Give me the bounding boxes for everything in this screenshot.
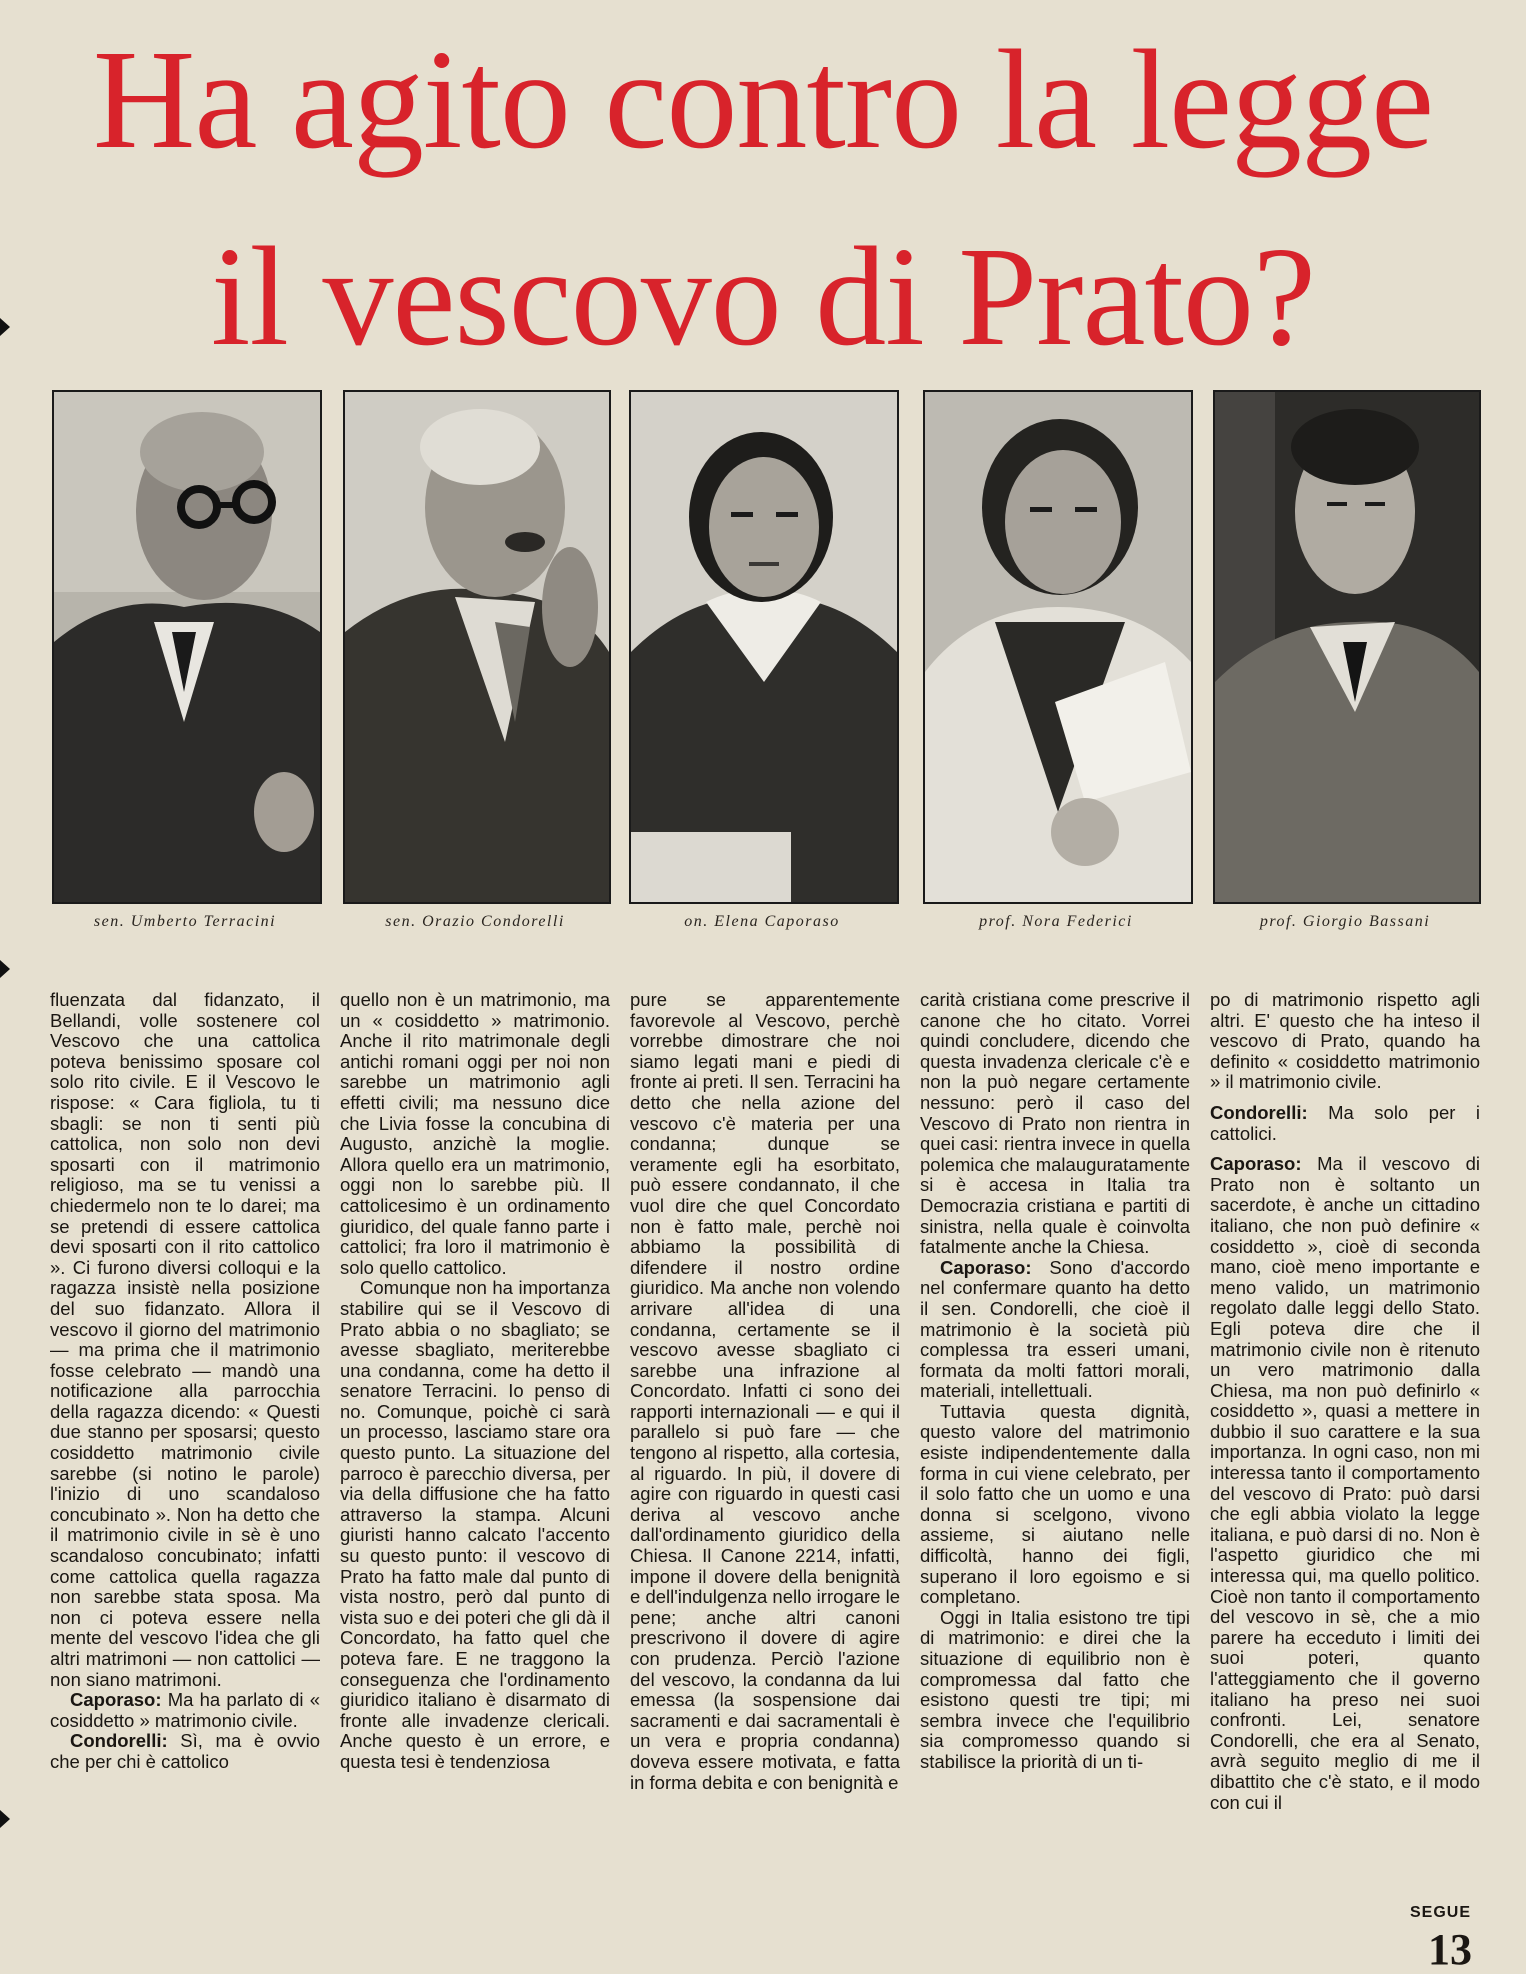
speaker-name: Caporaso: <box>1210 1153 1302 1175</box>
portrait-photo-terracini <box>52 390 322 904</box>
paragraph: carità cristiana come prescrive il canone che ho citato. Vorrei quindi concludere, dicendo che questa invadenza clericale c'è e non la può negare certamente nessuno: però il caso del Vescovo di Prato non rientra in quei casi: rientra invece in quella polemica che malauguratamente si è accesa in Italia tra Democrazia cristiana e partiti di sinistra, nella quale è coinvolta fatalmente anche la Chiesa. <box>920 989 1190 1258</box>
paragraph: Tuttavia questa dignità, questo valore del matrimonio esiste indipendentemente dalla forma in cui viene celebrato, per il solo fatto che un uomo e una donna si scelgono, vivono assieme, si aiutano nelle difficoltà, hanno dei figli, superano il loro egoismo e si completano. <box>920 1400 1190 1608</box>
photo-caption: sen. Orazio Condorelli <box>385 913 565 930</box>
paragraph: po di matrimonio rispetto agli altri. E' questo che ha inteso il vescovo di Prato, quando ha definito « cosiddetto matrimonio » il matrimonio civile. <box>1210 989 1480 1093</box>
portrait-photo-caporaso <box>629 390 899 904</box>
paragraph: Condorelli: Sì, ma è ovvio che per chi è cattolico <box>50 1730 320 1772</box>
speaker-name: Caporaso: <box>940 1256 1032 1278</box>
paragraph: Comunque non ha importanza stabilire qui se il Vescovo di Prato abbia o no sbagliato; se avesse sbagliato, meriterebbe una condanna, come ha detto il senatore Terracini. Io penso di no. Comunque, poichè ci sarà un processo, lasciamo stare ora questo punto. La situazione del parroco è parecchio diversa, per via della diffusione che ha fatto attraverso la stampa. Alcuni giuristi hanno calcato l'accento su questo punto: il vescovo di Prato ha fatto male dal punto di vista nostro, però dal punto di vista suo e dei poteri che gli dà il Concordato, ha fatto quel che poteva fare. E ne traggono la conseguenza che l'ordinamento giuridico italiano è disarmato di fronte alle invadenze clericali. Anche questo è un errore, e questa tesi è tendenziosa <box>340 1277 610 1772</box>
paragraph: Oggi in Italia esistono tre tipi di matrimonio: e direi che la situazione di equilibrio non è compromessa dal fatto che esistono questi tre tipi; mi sembra invece che l'equilibrio sia compromesso quando si stabilisce la priorità di un ti- <box>920 1606 1190 1772</box>
speaker-name: Caporaso: <box>70 1689 162 1711</box>
paragraph: fluenzata dal fidanzato, il Bellandi, volle sostenere col Vescovo che una cattolica poteva benissimo sposare col solo rito civile. E il Vescovo le rispose: « Cara figliola, tu ti sbagli: se non ti senti più cattolica, non solo non devi sposarti con il matrimonio religioso, ma se tu venissi a chiedermelo non te lo darei; ma se pretendi di essere cattolica devi sposarti con il rito cattolico ». Ci furono diversi colloqui e la ragazza insistè nella posizione del suo fidanzato. Allora il vescovo il giorno del matrimonio — ma prima che il matrimonio fosse celebrato — mandò una notificazione alla parrocchia della ragazza dicendo: « Questi due stanno per sposarsi; questo cosiddetto matrimonio civile sarebbe (si notino le parole) l'inizio di uno scandaloso concubinato ». Non ha detto che il matrimonio civile in sè è uno scandaloso concubinato; infatti come cattolica quella ragazza non sarebbe stata sposa. Ma non ci poteva essere nella mente del vescovo l'idea che gli altri matrimoni — non cattolici — non siano matrimoni. <box>50 989 320 1690</box>
photo-caption: sen. Umberto Terracini <box>93 913 277 930</box>
article-column-3 <box>630 990 900 1793</box>
paragraph: pure se apparentemente favorevole al Vescovo, perchè vorrebbe dimostrare che noi siamo legati mani e piedi di fronte ai preti. Il sen. Terracini ha detto che nella azione del vescovo c'è materia per una condanna; dunque se veramente egli ha esorbitato, può essere condannato, il che vuol dire che quel Concordato non è fatto male, perchè noi abbiamo la possibilità di difendere il nostro ordine giuridico. Ma anche non volendo arrivare all'idea di una condanna, certamente se il vescovo avesse sbagliato ci sarebbe una infrazione al Concordato. Infatti ci sono dei rapporti internazionali — e qui il parallelo si può fare — che tengono al rispetto, alla cortesia, al riguardo. In più, il dovere di agire con riguardo in questi casi deriva al vescovo anche dall'ordinamento giuridico della Chiesa. Il Canone 2214, infatti, impone il dovere della benignità e dell'indulgenza nello irrogare le pene; anche altri canoni prescrivono il dovere di agire con prudenza. Perciò l'azione del vescovo, la condanna da lui emessa (la sospensione dai sacramenti e dai sacramentali è un vera e propria condanna) doveva essere motivata, e fatta in forma debita e con benignità e <box>630 989 900 1793</box>
speaker-name: Condorelli: <box>1210 1101 1308 1123</box>
photo-caption: on. Elena Caporaso <box>684 913 840 930</box>
binding-hole-mark <box>0 960 10 978</box>
article-column-4 <box>920 990 1190 1773</box>
binding-hole-mark <box>0 1810 10 1828</box>
continued-label: SEGUE <box>1410 1904 1472 1921</box>
paragraph: Caporaso: Ma ha parlato di « cosiddetto » matrimonio civile. <box>50 1689 321 1731</box>
paragraph: Caporaso: Sono d'accordo nel confermare quanto ha detto il sen. Condorelli, che cioè il matrimonio è la società più complessa tra esseri umani, formata da molti fattori morali, materiali, intellettuali. <box>920 1256 1190 1402</box>
headline-line-2: il vescovo di Prato? <box>211 217 1315 375</box>
portrait-photo-condorelli <box>343 390 611 904</box>
article-column-5 <box>1210 990 1480 1813</box>
article-column-2 <box>340 990 610 1773</box>
paragraph: Caporaso: Ma il vescovo di Prato non è soltanto un sacerdote, è anche un cittadino italiano, che non può definire « cosiddetto », cioè di seconda mano, cioè meno importante e meno valido, un matrimonio regolato dalle leggi dello Stato. Egli poteva dire che il matrimonio civile non è ritenuto un vero matrimonio dalla Chiesa, ma non può definirlo « cosiddetto », quasi a mettere in dubbio il suo carattere e la sua importanza. In ogni caso, non mi interessa tanto il comportamento del vescovo di Prato: può darsi che egli abbia violato la legge italiana, e può darsi di no. Non è l'aspetto giuridico che mi interessa qui, ma quello politico. Cioè non tanto il comportamento del vescovo in sè, che a mio parere ha ecceduto i limiti dei suoi poteri, quanto l'atteggiamento che il governo italiano ha preso nei suoi confronti. Lei, senatore Condorelli, che era al Senato, avrà seguito meglio di me il dibattito che c'è stato, e il modo con cui il <box>1210 1153 1480 1813</box>
speaker-name: Condorelli: <box>70 1730 168 1752</box>
portrait-photo-federici <box>923 390 1193 904</box>
photo-caption: prof. Giorgio Bassani <box>1259 913 1431 930</box>
paragraph: Condorelli: Ma solo per i cattolici. <box>1210 1101 1480 1144</box>
page-number: 13 <box>1428 1925 1472 1974</box>
photo-caption: prof. Nora Federici <box>979 913 1133 930</box>
article-column-1 <box>50 990 320 1773</box>
portrait-photo-bassani <box>1213 390 1481 904</box>
paragraph: quello non è un matrimonio, ma un « cosiddetto » matrimonio. Anche il rito matrimonale degli antichi romani oggi per noi non sarebbe un matrimonio agli effetti civili; ma nessuno dice che Livia fosse la concubina di Augusto, anzichè la moglie. Allora quello era un matrimonio, oggi non lo sarebbe più. Il cattolicesimo è un ordinamento giuridico, del quale fanno parte i cattolici; fra loro il matrimonio è solo quello cattolico. <box>340 989 610 1278</box>
headline-line-1: Ha agito contro la legge <box>92 20 1434 178</box>
